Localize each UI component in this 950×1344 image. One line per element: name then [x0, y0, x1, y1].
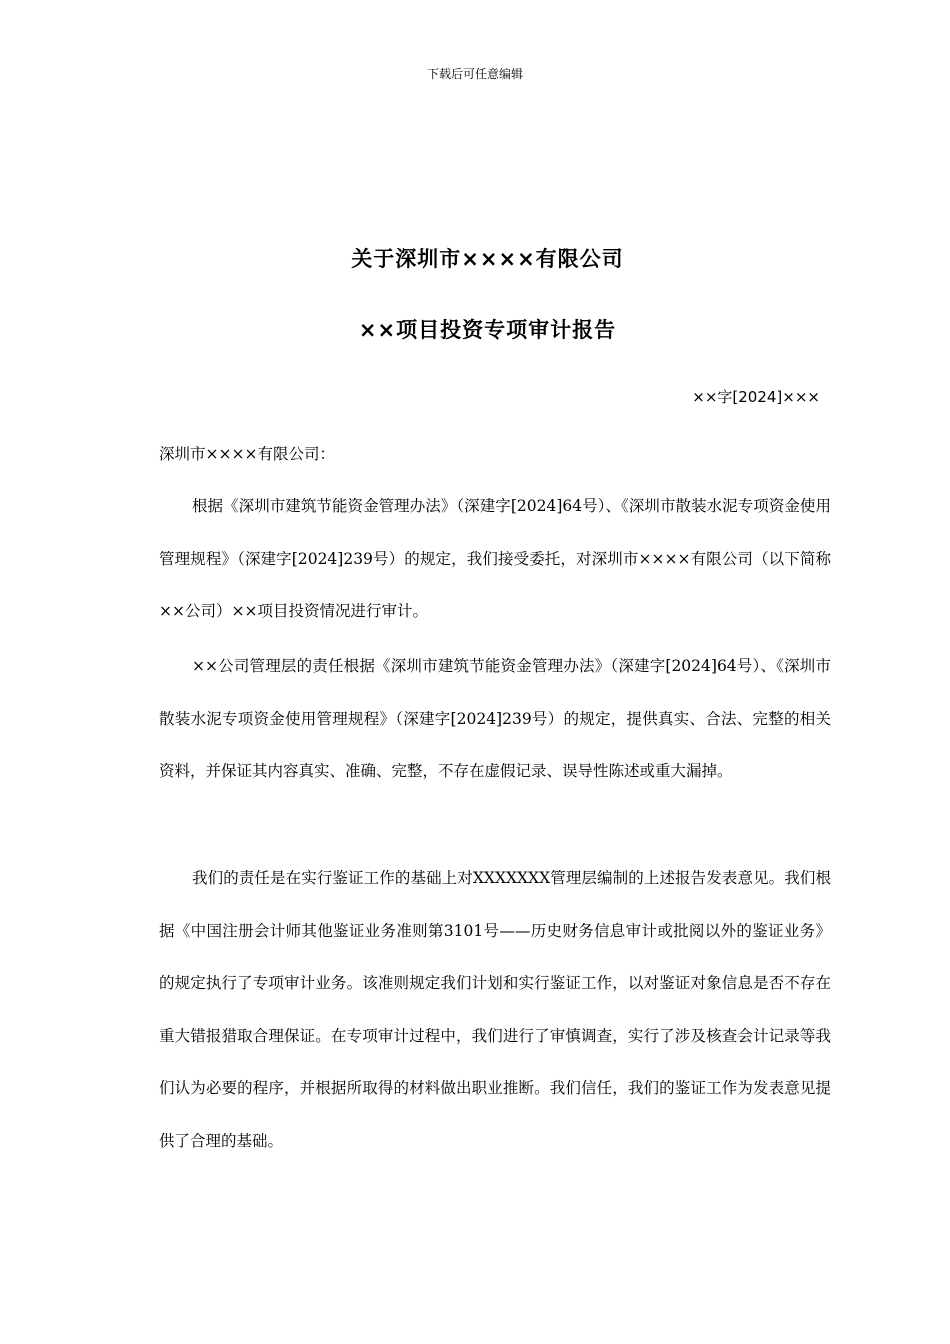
salutation: 深圳市××××有限公司： — [159, 445, 335, 463]
paragraph-commission: 根据《深圳市建筑节能资金管理办法》（深建字[2024]64号）、《深圳市散装水泥专项资金使用管理规程》（深建字[2024]239号）的规定，我们接受委托，对深圳市××××有限公司（以下简称××公司）××项目投资情况进行审计。 — [159, 497, 831, 620]
header-note: 下载后可任意编辑 — [426, 67, 523, 81]
report-title-line-1: 关于深圳市××××有限公司 — [351, 247, 624, 271]
report-title-line-2: ××项目投资专项审计报告 — [358, 318, 617, 342]
document-number: ××字[2024]××× — [692, 388, 820, 406]
paragraph-auditor-responsibility: 我们的责任是在实行鉴证工作的基础上对XXXXXXX管理层编制的上述报告发表意见。我们根据《中国注册会计师其他鉴证业务准则第3101号——历史财务信息审计或批阅以外的鉴证业务》的规定执行了专项审计业务。该准则规定我们计划和实行鉴证工作，以对鉴证对象信息是否不存在重大错报猎取合理保证。在专项审计过程中，我们进行了审慎调查，实行了涉及核查会计记录等我们认为必要的程序，并根据所取得的材料做出职业推断。我们信任，我们的鉴证工作为发表意见提供了合理的基础。 — [159, 869, 831, 1150]
paragraph-management-responsibility: ××公司管理层的责任根据《深圳市建筑节能资金管理办法》（深建字[2024]64号）、《深圳市散装水泥专项资金使用管理规程》（深建字[2024]239号）的规定，提供真实、合法、完整的相关资料，并保证其内容真实、准确、完整，不存在虚假记录、误导性陈述或重大漏掉。 — [159, 657, 831, 780]
